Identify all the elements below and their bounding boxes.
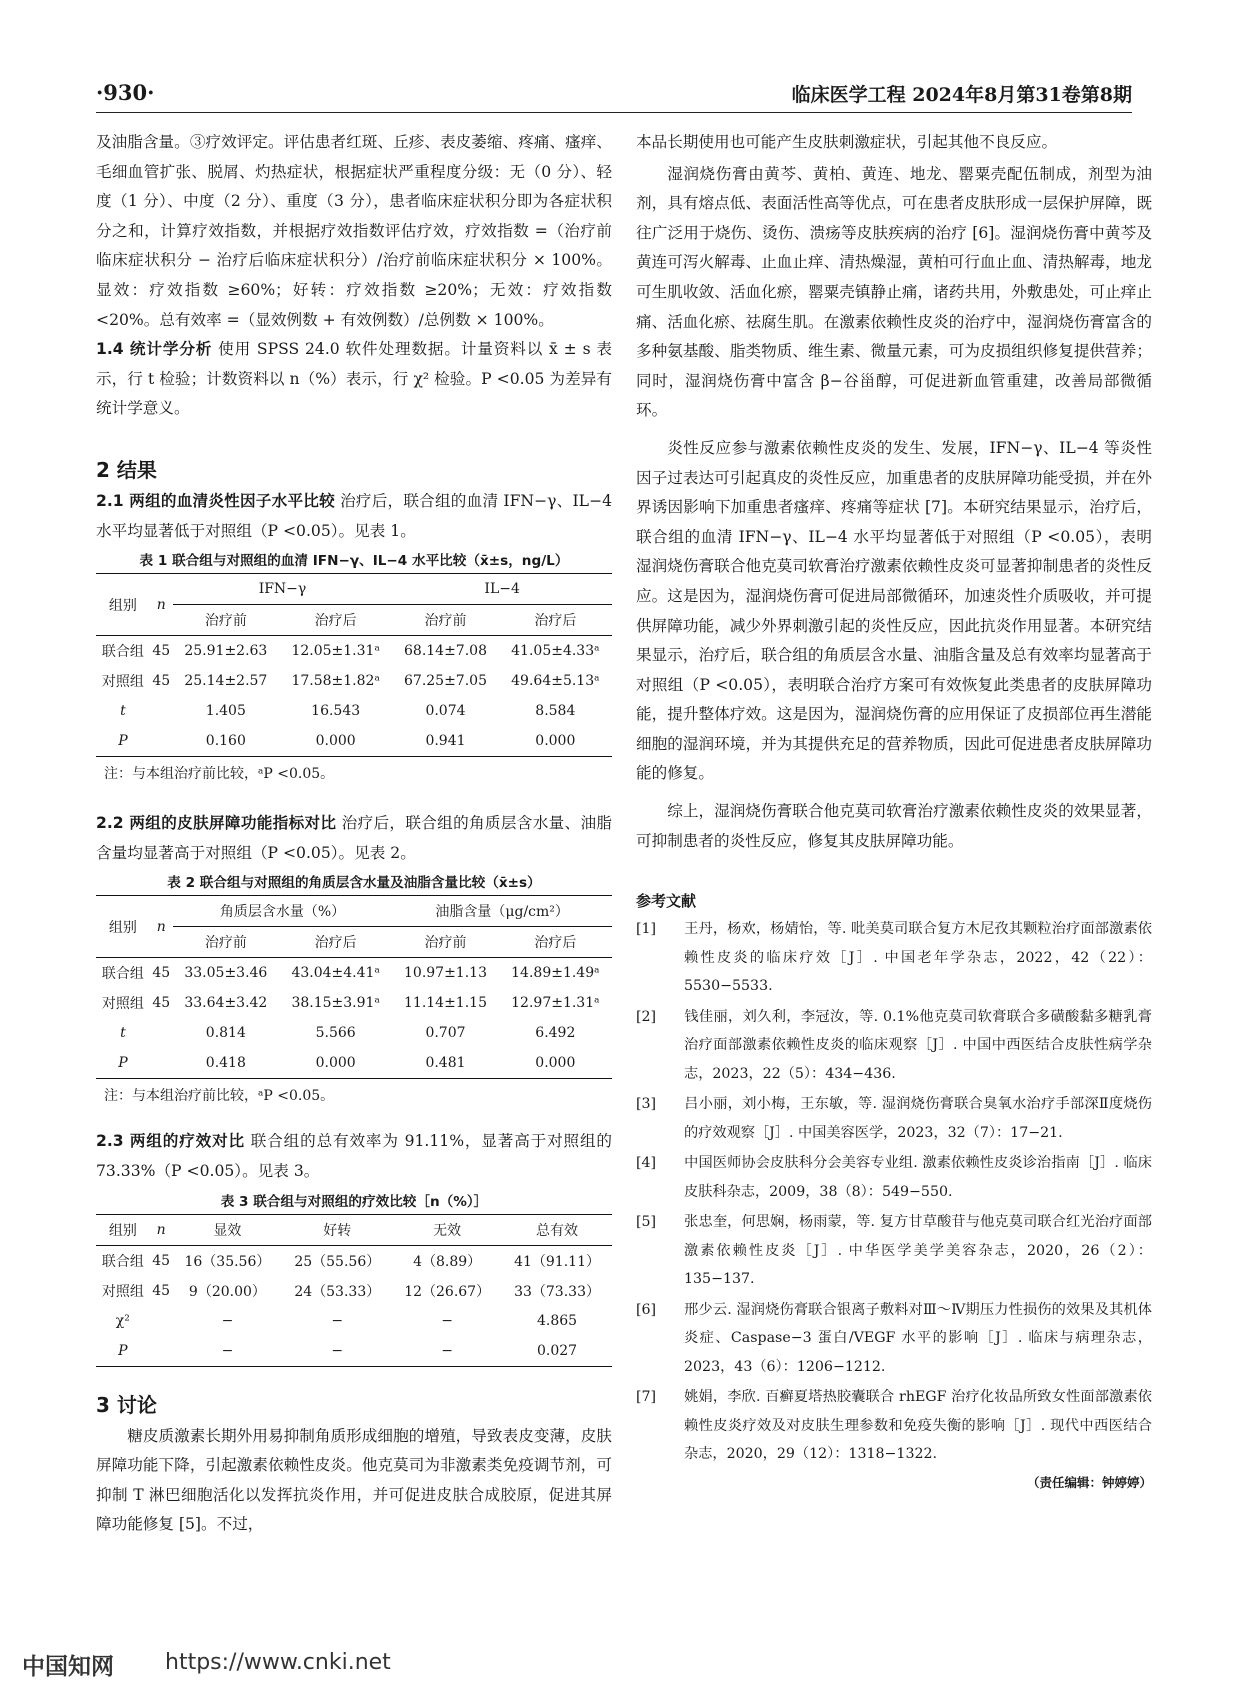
table-cell: 8.584 xyxy=(535,703,576,720)
table-cell: 0.418 xyxy=(205,1055,246,1072)
table-cell: 24（53.33） xyxy=(294,1283,381,1300)
right-column xyxy=(636,128,1152,1491)
table-cell: 17.58±1.82ᵃ xyxy=(291,673,380,690)
reference-item xyxy=(636,1003,1152,1089)
table-row xyxy=(96,988,612,1018)
table-2-caption: 表 2 联合组与对照组的角质层含水量及油脂含量比较（x̄±s） xyxy=(167,875,541,892)
table-cell: 12.97±1.31ᵃ xyxy=(511,995,600,1012)
table-header-post: 治疗后 xyxy=(499,605,612,636)
table-cell: 9（20.00） xyxy=(188,1283,266,1300)
table-cell xyxy=(150,726,173,757)
table-cell: 41（91.11） xyxy=(514,1253,600,1270)
table-cell: 0.000 xyxy=(315,733,356,750)
table-1 xyxy=(96,573,612,757)
table-header-post: 治疗后 xyxy=(279,927,392,958)
reference-item xyxy=(636,1296,1152,1382)
page-number: ·930· xyxy=(96,80,155,105)
table-cell xyxy=(150,1048,173,1079)
table-cell: 11.14±1.15 xyxy=(404,995,487,1012)
reference-text: 王丹，杨欢，杨婧怡，等. 吡美莫司联合复方木尼孜其颗粒治疗面部激素依赖性皮炎的临床疗效［J］. 中国老年学杂志，2022，42（22）：5530−5533. xyxy=(684,921,1152,995)
table-cell: 对照组 xyxy=(101,674,144,691)
table-cell: 45 xyxy=(152,643,171,660)
table-cell: 12.05±1.31ᵃ xyxy=(291,643,380,660)
table-header-cell: 无效 xyxy=(392,1214,502,1245)
table-cell: 10.97±1.13 xyxy=(404,965,487,982)
table-header-cell: n xyxy=(150,1214,173,1245)
section-2-2-title: 2.2 两组的皮肤屏障功能指标对比 xyxy=(96,814,337,833)
reference-text: 吕小丽，刘小梅，王东敏，等. 湿润烧伤膏联合臭氧水治疗手部深Ⅱ度烧伤的疗效观察［J］. 中国美容医学，2023，32（7）：17−21. xyxy=(684,1096,1152,1141)
cnki-url[interactable]: https://www.cnki.net xyxy=(165,1650,391,1675)
table-cell xyxy=(150,1336,173,1367)
table-header-group: 组别 xyxy=(96,896,150,958)
table-cell: 49.64±5.13ᵃ xyxy=(511,673,600,690)
table-cell: − xyxy=(331,1312,344,1329)
table-header-post: 治疗后 xyxy=(279,605,392,636)
table-1-note: 注：与本组治疗前比较，ᵃP <0.05。 xyxy=(104,766,335,783)
table-cell: 0.074 xyxy=(425,703,466,720)
table-3 xyxy=(96,1214,612,1367)
table-cell: 45 xyxy=(152,965,171,982)
section-2-3-title: 2.3 两组的疗效对比 xyxy=(96,1132,245,1151)
table-header-cell: 显效 xyxy=(173,1214,283,1245)
table-cell: 33（73.33） xyxy=(514,1283,600,1300)
table-cell: − xyxy=(221,1312,234,1329)
table-cell: − xyxy=(221,1342,234,1359)
table-row xyxy=(96,1306,612,1336)
table-cell xyxy=(150,1306,173,1336)
reference-item xyxy=(636,915,1152,1001)
table-cell: 0.941 xyxy=(425,733,466,750)
table-header-sebum: 油脂含量（μg/cm²） xyxy=(392,896,612,927)
table-2-note: 注：与本组治疗前比较，ᵃP <0.05。 xyxy=(104,1088,335,1105)
table-cell: 16.543 xyxy=(311,703,361,720)
table-cell: − xyxy=(441,1312,454,1329)
table-cell: P xyxy=(118,1055,128,1072)
table-row xyxy=(96,636,612,667)
reference-text: 中国医师协会皮肤科分会美容专业组. 激素依赖性皮炎诊治指南［J］. 临床皮肤科杂志，2009，38（8）：549−550. xyxy=(684,1155,1152,1200)
reference-item xyxy=(636,1090,1152,1147)
table-cell: 45 xyxy=(152,673,171,690)
table-cell: t xyxy=(120,703,126,720)
table-cell: 0.707 xyxy=(425,1025,466,1042)
table-row xyxy=(96,958,612,989)
reference-number: [6] xyxy=(636,1301,657,1318)
table-cell: 0.000 xyxy=(535,1055,576,1072)
responsible-editor: （责任编辑：钟婷婷） xyxy=(1026,1474,1152,1490)
reference-text: 邢少云. 湿润烧伤膏联合银离子敷料对Ⅲ～Ⅳ期压力性损伤的效果及其机体炎症、Caspase−3 蛋白/VEGF 水平的影响［J］. 临床与病理杂志，2023，43（6）：1206−1212. xyxy=(684,1301,1152,1375)
table-cell: 对照组 xyxy=(101,1283,144,1300)
table-cell: 联合组 xyxy=(101,966,144,983)
section-1-4-title: 1.4 统计学分析 xyxy=(96,340,213,359)
table-cell: 16（35.56） xyxy=(184,1253,271,1270)
table-cell: 45 xyxy=(152,1282,171,1299)
table-cell: 0.814 xyxy=(205,1025,246,1042)
reference-text: 姚娟，李欣. 百癣夏塔热胶囊联合 rhEGF 治疗化妆品所致女性面部激素依赖性皮炎疗效及对皮肤生理参数和免疫失衡的影响［J］. 现代中西医结合杂志，2020，29（12）：1318−1322. xyxy=(684,1389,1152,1463)
reference-number: [7] xyxy=(636,1389,657,1406)
table-cell: 25（55.56） xyxy=(294,1253,381,1270)
table-cell: − xyxy=(441,1342,454,1359)
table-cell: 0.000 xyxy=(315,1055,356,1072)
table-cell: P xyxy=(118,1342,128,1359)
reference-number: [1] xyxy=(636,921,657,938)
table-3-caption: 表 3 联合组与对照组的疗效比较［n（%）］ xyxy=(220,1193,488,1210)
stats-paragraph xyxy=(96,335,612,424)
table-cell: 联合组 xyxy=(101,644,144,661)
table-header-il4: IL−4 xyxy=(392,574,612,605)
table-header-cell: 好转 xyxy=(282,1214,392,1245)
discussion-paragraph-2: 湿润烧伤膏由黄芩、黄柏、黄连、地龙、罂粟壳配伍制成，剂型为油剂，具有熔点低、表面活性高等优点，可在患者皮肤形成一层保护屏障，既往广泛用于烧伤、烫伤、溃疡等皮肤疾病的治疗 [6]。湿润烧伤膏中黄芩及黄连可泻火解毒、止血止痒、清热燥湿，黄柏可行血止血、清热解毒，地龙可生肌收敛、活血化瘀，罂粟壳镇静止痛，诸药共用，外敷患处，可止痒止痛、活血化瘀、祛腐生肌。在激素依赖性皮炎的治疗中，湿润烧伤膏富含的多种氨基酸、脂类物质、维生素、微量元素，可为皮损组织修复提供营养；同时，湿润烧伤膏中富含 β−谷甾醇，可促进新血管重建，改善局部微循环。 xyxy=(636,164,1152,420)
section-2-title: 2 结果 xyxy=(96,457,157,482)
table-row xyxy=(96,1048,612,1079)
table-cell: 4（8.89） xyxy=(413,1253,482,1270)
results-2-1-paragraph xyxy=(96,487,612,546)
table-header-n: n xyxy=(150,896,173,958)
table-cell: P xyxy=(118,733,128,750)
reference-item xyxy=(636,1208,1152,1294)
table-row xyxy=(96,1018,612,1048)
table-header-pre: 治疗前 xyxy=(173,927,279,958)
table-cell xyxy=(150,1018,173,1048)
table-cell: 1.405 xyxy=(205,703,246,720)
table-cell: 0.481 xyxy=(425,1055,466,1072)
table-header-cell: 总有效 xyxy=(502,1214,612,1245)
table-header-cell: 组别 xyxy=(96,1214,150,1245)
table-cell: 68.14±7.08 xyxy=(404,643,487,660)
references-title: 参考文献 xyxy=(636,892,697,911)
reference-number: [4] xyxy=(636,1155,657,1172)
reference-text: 张忠奎，何思娴，杨雨蒙，等. 复方甘草酸苷与他克莫司联合红光治疗面部激素依赖性皮炎［J］. 中华医学美学美容杂志，2020，26（2）：135−137. xyxy=(684,1214,1152,1288)
section-2-3-text: 联合组的总有效率为 91.11%，显著高于对照组的 73.33%（P <0.05）。见表 3。 xyxy=(96,1132,613,1180)
table-cell: 14.89±1.49ᵃ xyxy=(511,965,600,982)
table-cell: 4.865 xyxy=(536,1312,578,1329)
section-1-4-text: 使用 SPSS 24.0 软件处理数据。计量资料以 x̄ ± s 表示，行 t 检验；计数资料以 n（%）表示，行 χ² 检验。P <0.05 为差异有统计学意义。 xyxy=(96,340,612,418)
table-cell: 41.05±4.33ᵃ xyxy=(511,643,600,660)
table-cell: t xyxy=(120,1025,126,1042)
discussion-paragraph-1: 糖皮质激素长期外用易抑制角质形成细胞的增殖，导致表皮变薄，皮肤屏障功能下降，引起激素依赖性皮炎。他克莫司为非激素类免疫调节剂，可抑制 T 淋巴细胞活化以发挥抗炎作用，并可促进皮肤合成胶原，促进其屏障功能修复 [5]。不过， xyxy=(96,1426,612,1534)
table-1-caption: 表 1 联合组与对照组的血清 IFN−γ、IL−4 水平比较（x̄±s，ng/L） xyxy=(139,553,569,570)
table-header-pre: 治疗前 xyxy=(173,605,279,636)
table-header-water: 角质层含水量（%） xyxy=(173,896,393,927)
reference-number: [5] xyxy=(636,1214,657,1231)
table-row xyxy=(96,666,612,696)
table-cell: 0.027 xyxy=(536,1342,578,1359)
table-cell: 5.566 xyxy=(315,1025,356,1042)
table-cell: 12（26.67） xyxy=(404,1283,491,1300)
table-2 xyxy=(96,895,612,1079)
journal-title: 临床医学工程 2024年8月第31卷第8期 xyxy=(791,84,1132,106)
table-cell: 33.05±3.46 xyxy=(184,965,268,982)
table-header-ifn: IFN−γ xyxy=(173,574,393,605)
results-2-2-paragraph xyxy=(96,809,612,868)
table-row xyxy=(96,1336,612,1367)
section-2-2-text: 治疗后，联合组的角质层含水量、油脂含量均显著高于对照组（P <0.05）。见表 2。 xyxy=(96,814,612,862)
left-column xyxy=(96,128,612,1540)
table-cell: 6.492 xyxy=(535,1025,576,1042)
table-row xyxy=(96,1245,612,1276)
reference-text: 钱佳丽，刘久利，李冠汝，等. 0.1%他克莫司软膏联合多磺酸黏多糖乳膏治疗面部激素依赖性皮炎的临床观察［J］. 中国中西医结合皮肤性病学杂志，2023，22（5）：434−436. xyxy=(684,1008,1152,1082)
table-cell: 67.25±7.05 xyxy=(404,673,487,690)
table-cell: 联合组 xyxy=(101,1253,144,1270)
table-header-group: 组别 xyxy=(96,574,150,636)
table-header-pre: 治疗前 xyxy=(392,605,498,636)
table-cell: 25.14±2.57 xyxy=(184,673,268,690)
discussion-paragraph-3: 炎性反应参与激素依赖性皮炎的发生、发展，IFN−γ、IL−4 等炎性因子过表达可引起真皮的炎性反应，加重患者的皮肤屏障功能受损，并在外界诱因影响下加重患者瘙痒、疼痛等症状 [7]。本研究结果显示，治疗后，联合组的血清 IFN−γ、IL−4 水平均显著低于对照组（P <0.05），表明湿润烧伤膏联合他克莫司软膏治疗激素依赖性皮炎可显著抑制患者的炎性反应。这是因为，湿润烧伤膏可促进局部微循环，加速炎性介质吸收，并可提供屏障功能，减少外界刺激引起的炎性反应，因此抗炎作用显著。本研究结果显示，治疗后，联合组的角质层含水量、油脂含量及总有效率均显著高于对照组（P <0.05），表明联合治疗方案可有效恢复此类患者的皮肤屏障功能，提升整体疗效。这是因为，湿润烧伤膏的应用保证了皮损部位再生潜能细胞的湿润环境，并为其提供充足的营养物质，因此可促进患者皮肤屏障功能的修复。 xyxy=(636,438,1152,783)
method-paragraph: 及油脂含量。③疗效评定。评估患者红斑、丘疹、表皮萎缩、疼痛、瘙痒、毛细血管扩张、脱屑、灼热症状，根据症状严重程度分级：无（0 分）、轻度（1 分）、中度（2 分）、重度（3 分），患者临床症状积分即为各症状积分之和，计算疗效指数，并根据疗效指数评估疗效，疗效指数 =（治疗前临床症状积分 − 治疗后临床症状积分）/治疗前临床症状积分 × 100%。显效：疗效指数 ≥60%；好转：疗效指数 ≥20%；无效：疗效指数 <20%。总有效率 =（显效例数 + 有效例数）/总例数 × 100%。 xyxy=(96,133,612,329)
table-cell: 43.04±4.41ᵃ xyxy=(291,965,380,982)
table-header-post: 治疗后 xyxy=(499,927,612,958)
table-cell xyxy=(150,696,173,726)
section-2-1-title: 2.1 两组的血清炎性因子水平比较 xyxy=(96,491,335,510)
table-cell: 45 xyxy=(152,995,171,1012)
discussion-paragraph-1-cont: 本品长期使用也可能产生皮肤刺激症状，引起其他不良反应。 xyxy=(636,133,1058,151)
reference-number: [3] xyxy=(636,1096,657,1113)
conclusion-paragraph: 综上，湿润烧伤膏联合他克莫司软膏治疗激素依赖性皮炎的效果显著，可抑制患者的炎性反应，修复其皮肤屏障功能。 xyxy=(636,802,1152,850)
table-row xyxy=(96,1276,612,1306)
table-cell: χ² xyxy=(115,1312,130,1329)
reference-item xyxy=(636,1149,1152,1206)
results-2-3-paragraph xyxy=(96,1127,612,1186)
cnki-logo: 中国知网 xyxy=(22,1654,114,1680)
page-header xyxy=(96,78,1132,113)
table-cell: 38.15±3.91ᵃ xyxy=(291,995,380,1012)
table-header-pre: 治疗前 xyxy=(392,927,498,958)
reference-number: [2] xyxy=(636,1008,657,1025)
table-cell: 45 xyxy=(152,1252,171,1269)
table-header-n: n xyxy=(150,574,173,636)
reference-item xyxy=(636,1383,1152,1469)
table-row xyxy=(96,696,612,726)
table-cell: 33.64±3.42 xyxy=(184,995,268,1012)
table-cell: 0.160 xyxy=(205,733,246,750)
table-cell: 25.91±2.63 xyxy=(184,643,268,660)
section-3-title: 3 讨论 xyxy=(96,1392,157,1417)
section-2-1-text: 治疗后，联合组的血清 IFN−γ、IL−4 水平均显著低于对照组（P <0.05）。见表 1。 xyxy=(96,491,612,540)
table-cell: − xyxy=(331,1342,344,1359)
table-cell: 对照组 xyxy=(101,996,144,1013)
table-cell: 0.000 xyxy=(535,733,576,750)
table-row xyxy=(96,726,612,757)
